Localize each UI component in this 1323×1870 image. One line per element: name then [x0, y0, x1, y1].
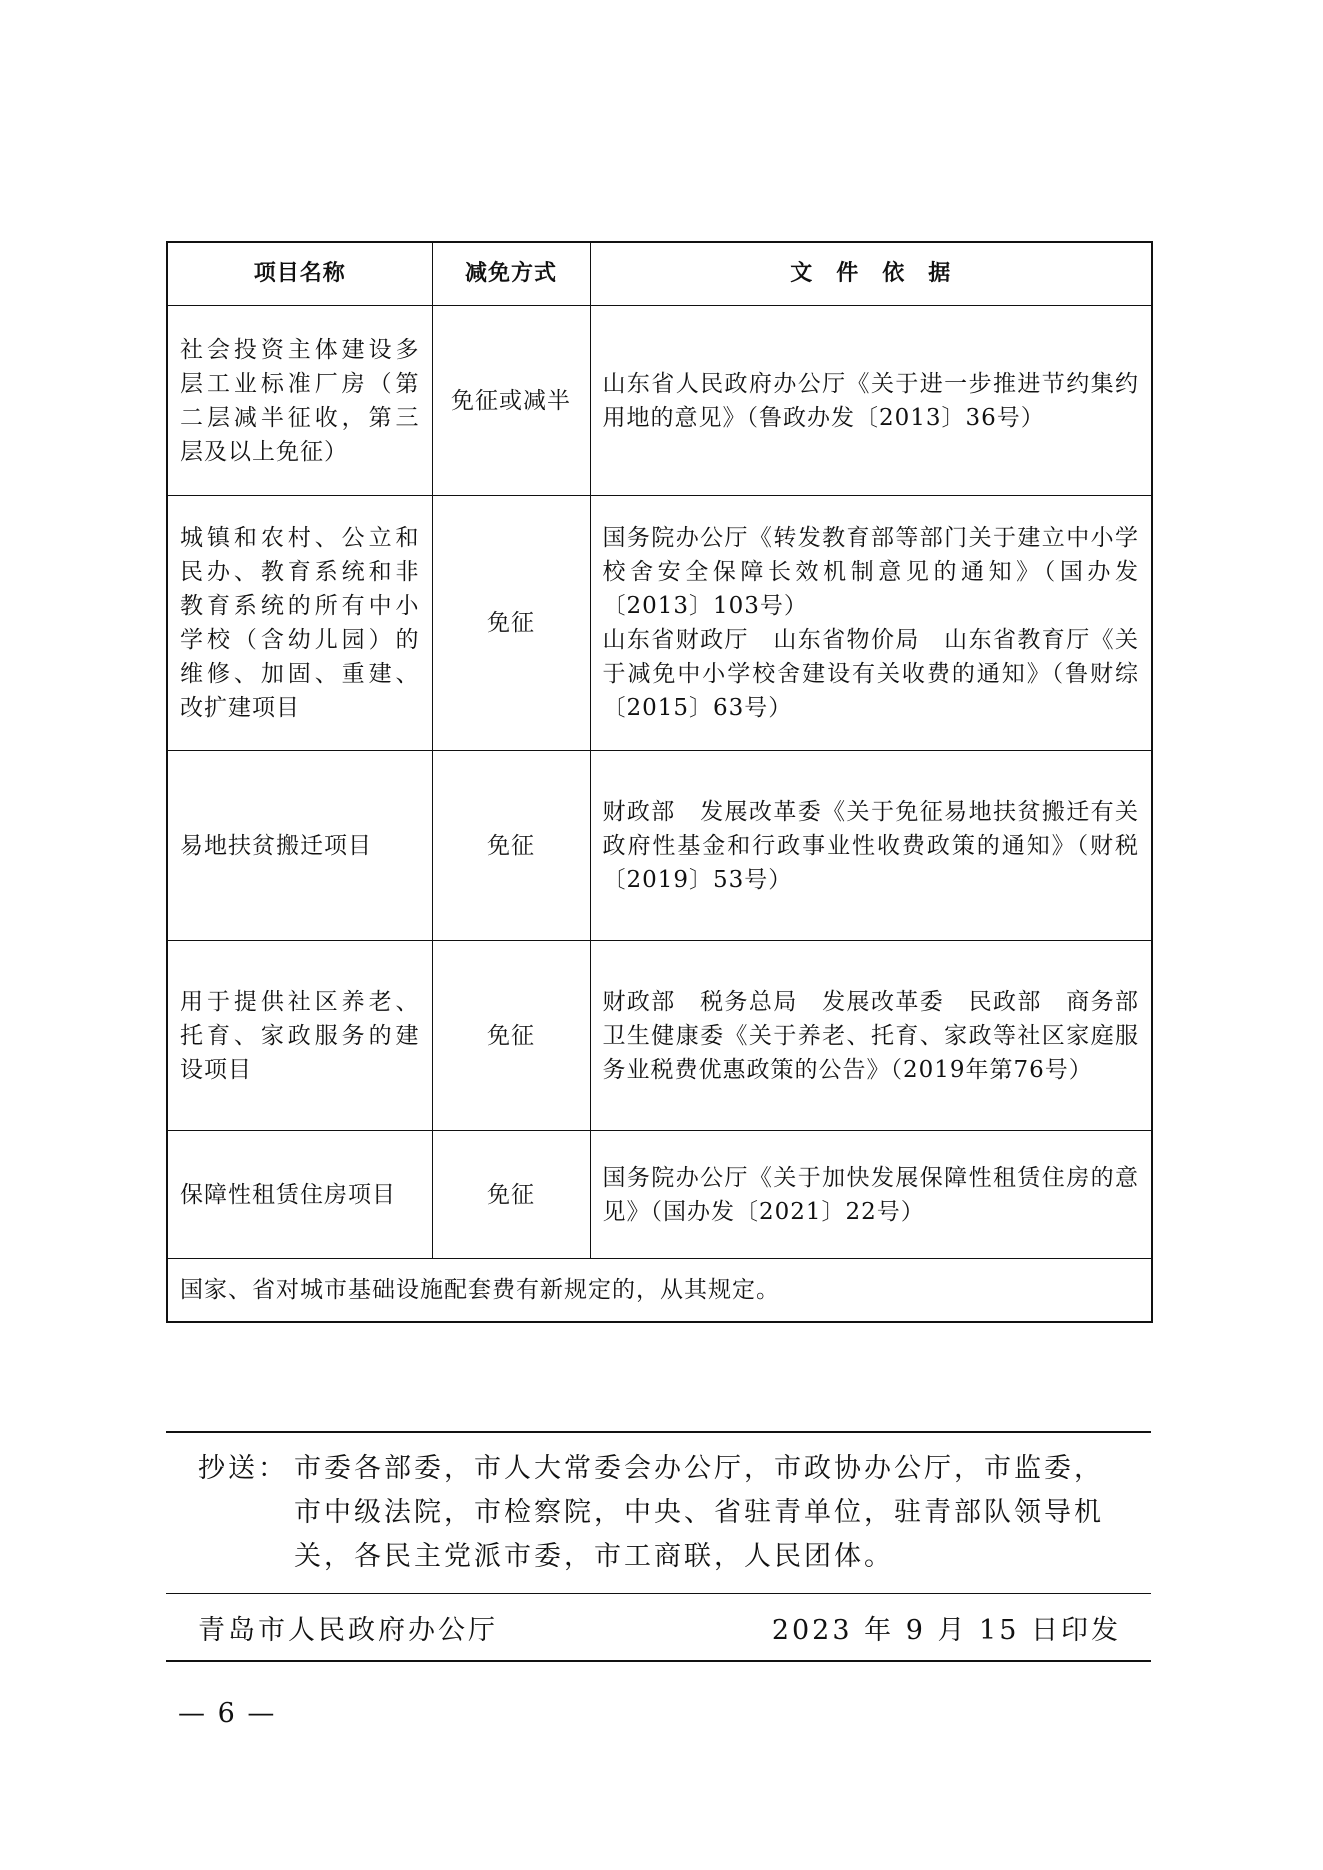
- project-name-cell: 城镇和农村、公立和民办、教育系统和非教育系统的所有中小学校（含幼儿园）的维修、加固、重建、改扩建项目: [167, 496, 432, 751]
- project-name-cell: 保障性租赁住房项目: [167, 1131, 432, 1259]
- table-row: [167, 751, 1152, 941]
- table-row: [167, 306, 1152, 496]
- header-reduction-method: 减免方式: [432, 242, 590, 306]
- distribution-list: [166, 1431, 1151, 1594]
- table-row: [167, 941, 1152, 1131]
- project-name-cell: 易地扶贫搬迁项目: [167, 751, 432, 941]
- project-name-cell: 用于提供社区养老、托育、家政服务的建设项目: [167, 941, 432, 1131]
- project-name-cell: 社会投资主体建设多层工业标准厂房（第二层减半征收，第三层及以上免征）: [167, 306, 432, 496]
- table-note: 国家、省对城市基础设施配套费有新规定的，从其规定。: [167, 1259, 1152, 1323]
- distribution-label: 抄送：: [198, 1453, 288, 1484]
- header-document-basis: 文 件 依 据: [590, 242, 1152, 306]
- issue-date: 2023 年 9 月 15 日印发: [771, 1614, 1121, 1646]
- table-row: [167, 1131, 1152, 1259]
- distribution-recipients: 市委各部委，市人大常委会办公厅，市政协办公厅，市监委，市中级法院，市检察院，中央、省驻青单位，驻青部队领导机关，各民主党派市委，市工商联，人民团体。: [294, 1453, 1104, 1572]
- reduction-method-cell: 免征: [432, 751, 590, 941]
- issuer-line: [166, 1594, 1151, 1662]
- document-basis-cell: 国务院办公厅《转发教育部等部门关于建立中小学校舍安全保障长效机制意见的通知》（国办发〔2013〕103号） 山东省财政厅 山东省物价局 山东省教育厅《关于减免中小学校舍建设有关收费的通知》（鲁财综〔2015〕63号）: [590, 496, 1152, 751]
- document-basis-cell: 财政部 税务总局 发展改革委 民政部 商务部 卫生健康委《关于养老、托育、家政等社区家庭服务业税费优惠政策的公告》（2019年第76号）: [590, 941, 1152, 1131]
- page-number: — 6 —: [178, 1698, 277, 1729]
- reduction-method-cell: 免征或减半: [432, 306, 590, 496]
- table-note-row: [167, 1259, 1152, 1323]
- header-project-name: 项目名称: [167, 242, 432, 306]
- fee-exemption-table-container: [166, 241, 1163, 1323]
- reduction-method-cell: 免征: [432, 1131, 590, 1259]
- issuing-office: 青岛市人民政府办公厅: [198, 1614, 498, 1646]
- table-row: [167, 496, 1152, 751]
- fee-exemption-table: [166, 241, 1163, 1323]
- reduction-method-cell: 免征: [432, 941, 590, 1131]
- table-header-row: [167, 242, 1152, 306]
- document-basis-cell: 财政部 发展改革委《关于免征易地扶贫搬迁有关政府性基金和行政事业性收费政策的通知》（财税〔2019〕53号）: [590, 751, 1152, 941]
- reduction-method-cell: 免征: [432, 496, 590, 751]
- document-basis-cell: 山东省人民政府办公厅《关于进一步推进节约集约用地的意见》（鲁政办发〔2013〕36号）: [590, 306, 1152, 496]
- document-basis-cell: 国务院办公厅《关于加快发展保障性租赁住房的意见》（国办发〔2021〕22号）: [590, 1131, 1152, 1259]
